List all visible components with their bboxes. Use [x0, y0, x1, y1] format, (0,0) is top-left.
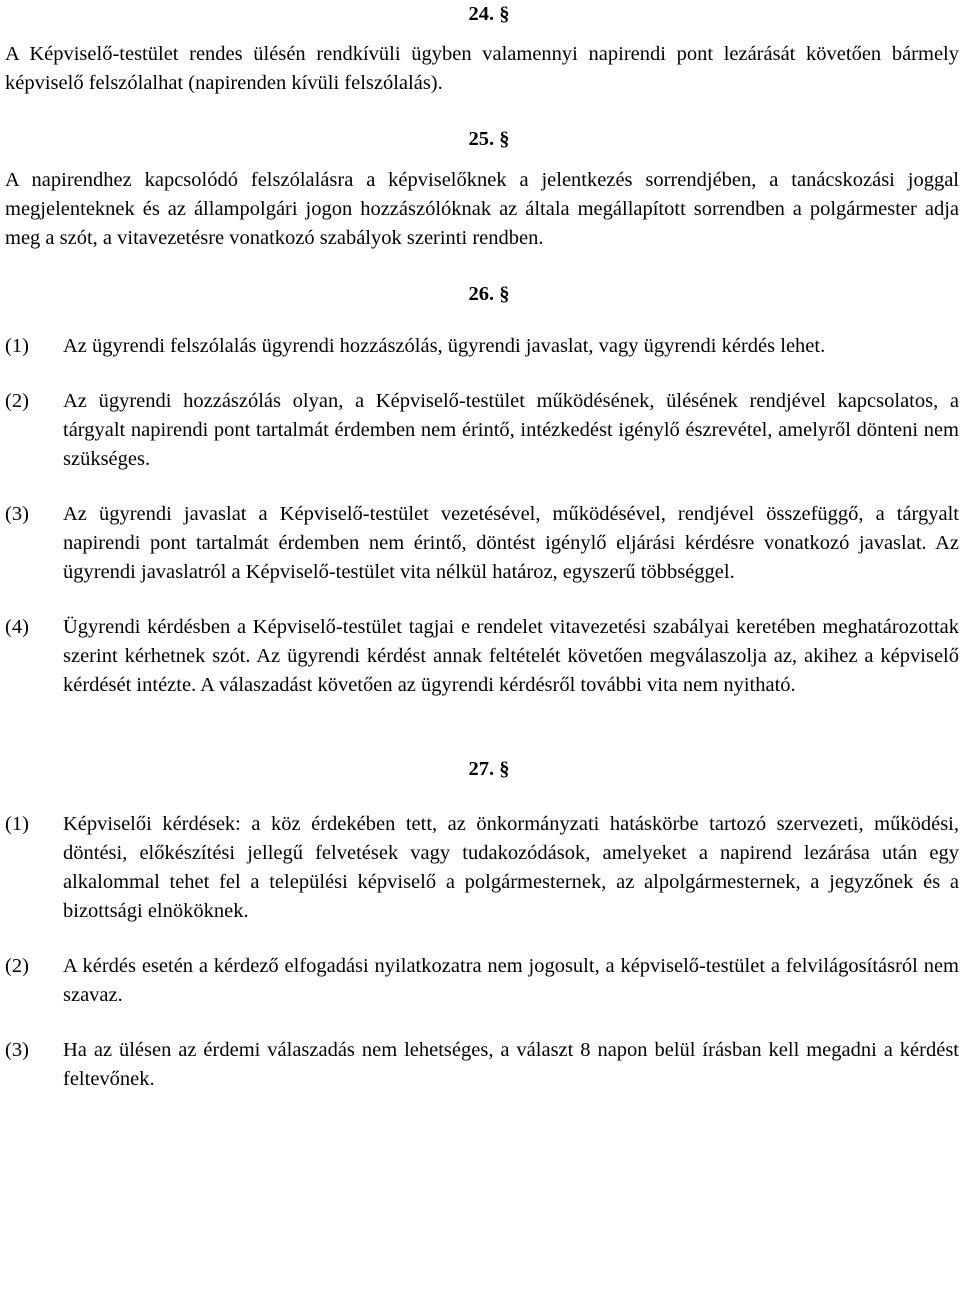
item-number: (2)	[5, 955, 29, 977]
section-27-item-1	[5, 810, 959, 926]
item-text: Az ügyrendi hozzászólás olyan, a Képviselő-testület működésének, ülésének rendjével kapcsolatos, a tárgyalt napirendi pont tartalmát érdemben nem érintő, intézkedést igénylő észrevétel, amelyről dönteni nem szükséges.	[63, 390, 959, 470]
item-number: (3)	[5, 1039, 29, 1061]
item-text: A kérdés esetén a kérdező elfogadási nyilatkozatra nem jogosult, a képviselő-testület a felvilágosításról nem szavaz.	[63, 955, 959, 1006]
section-heading-24: 24. §	[468, 3, 510, 25]
section-heading-27: 27. §	[468, 758, 510, 780]
section-heading-26: 26. §	[468, 283, 510, 305]
item-text: Az ügyrendi javaslat a Képviselő-testület vezetésével, működésével, rendjével összefüggő, a tárgyalt napirendi pont tartalmát érdemben nem érintő, döntést igénylő eljárási kérdésre vonatkozó javaslat. Az ügyrendi javaslatról a Képviselő-testület vita nélkül határoz, egyszerű többséggel.	[63, 503, 959, 583]
item-number: (2)	[5, 390, 29, 412]
item-text: Ha az ülésen az érdemi válaszadás nem lehetséges, a választ 8 napon belül írásban kell megadni a kérdést feltevőnek.	[63, 1039, 959, 1090]
section-27-item-3	[5, 1036, 959, 1094]
section-26-item-2	[5, 387, 959, 474]
section-25-text: A napirendhez kapcsolódó felszólalásra a képviselőknek a jelentkezés sorrendjében, a tanácskozási joggal megjelenteknek és az állampolgári jogon hozzászólóknak az általa megállapított sorrendben a polgármester adja meg a szót, a vitavezetésre vonatkozó szabályok szerinti rendben.	[5, 169, 959, 249]
item-text: Képviselői kérdések: a köz érdekében tett, az önkormányzati hatáskörbe tartozó szervezeti, működési, döntési, előkészítési jellegű felvetések vagy tudakozódások, amelyeket a napirend lezárása után egy alkalommal tehet fel a települési képviselő a polgármesternek, az alpolgármesternek, a jegyzőnek és a bizottsági elnököknek.	[63, 813, 959, 922]
section-26-item-3	[5, 500, 959, 587]
item-text: Ügyrendi kérdésben a Képviselő-testület tagjai e rendelet vitavezetési szabályai keretében meghatározottak szerint kérhetnek szót. Az ügyrendi kérdést annak feltételét követően megválaszolja az, akihez a képviselő kérdését intézte. A válaszadást követően az ügyrendi kérdésről további vita nem nyitható.	[63, 616, 959, 696]
section-27-item-2	[5, 952, 959, 1010]
section-heading-25: 25. §	[468, 128, 510, 150]
section-24-text: A Képviselő-testület rendes ülésén rendkívüli ügyben valamennyi napirendi pont lezárását követően bármely képviselő felszólalhat (napirenden kívüli felszólalás).	[5, 43, 959, 94]
section-26-item-1	[5, 332, 959, 361]
item-number: (1)	[5, 813, 29, 835]
section-26-item-4	[5, 613, 959, 700]
document-page	[5, 0, 959, 1094]
item-text: Az ügyrendi felszólalás ügyrendi hozzászólás, ügyrendi javaslat, vagy ügyrendi kérdés lehet.	[63, 335, 826, 357]
item-number: (1)	[5, 335, 29, 357]
item-number: (4)	[5, 616, 29, 638]
item-number: (3)	[5, 503, 29, 525]
